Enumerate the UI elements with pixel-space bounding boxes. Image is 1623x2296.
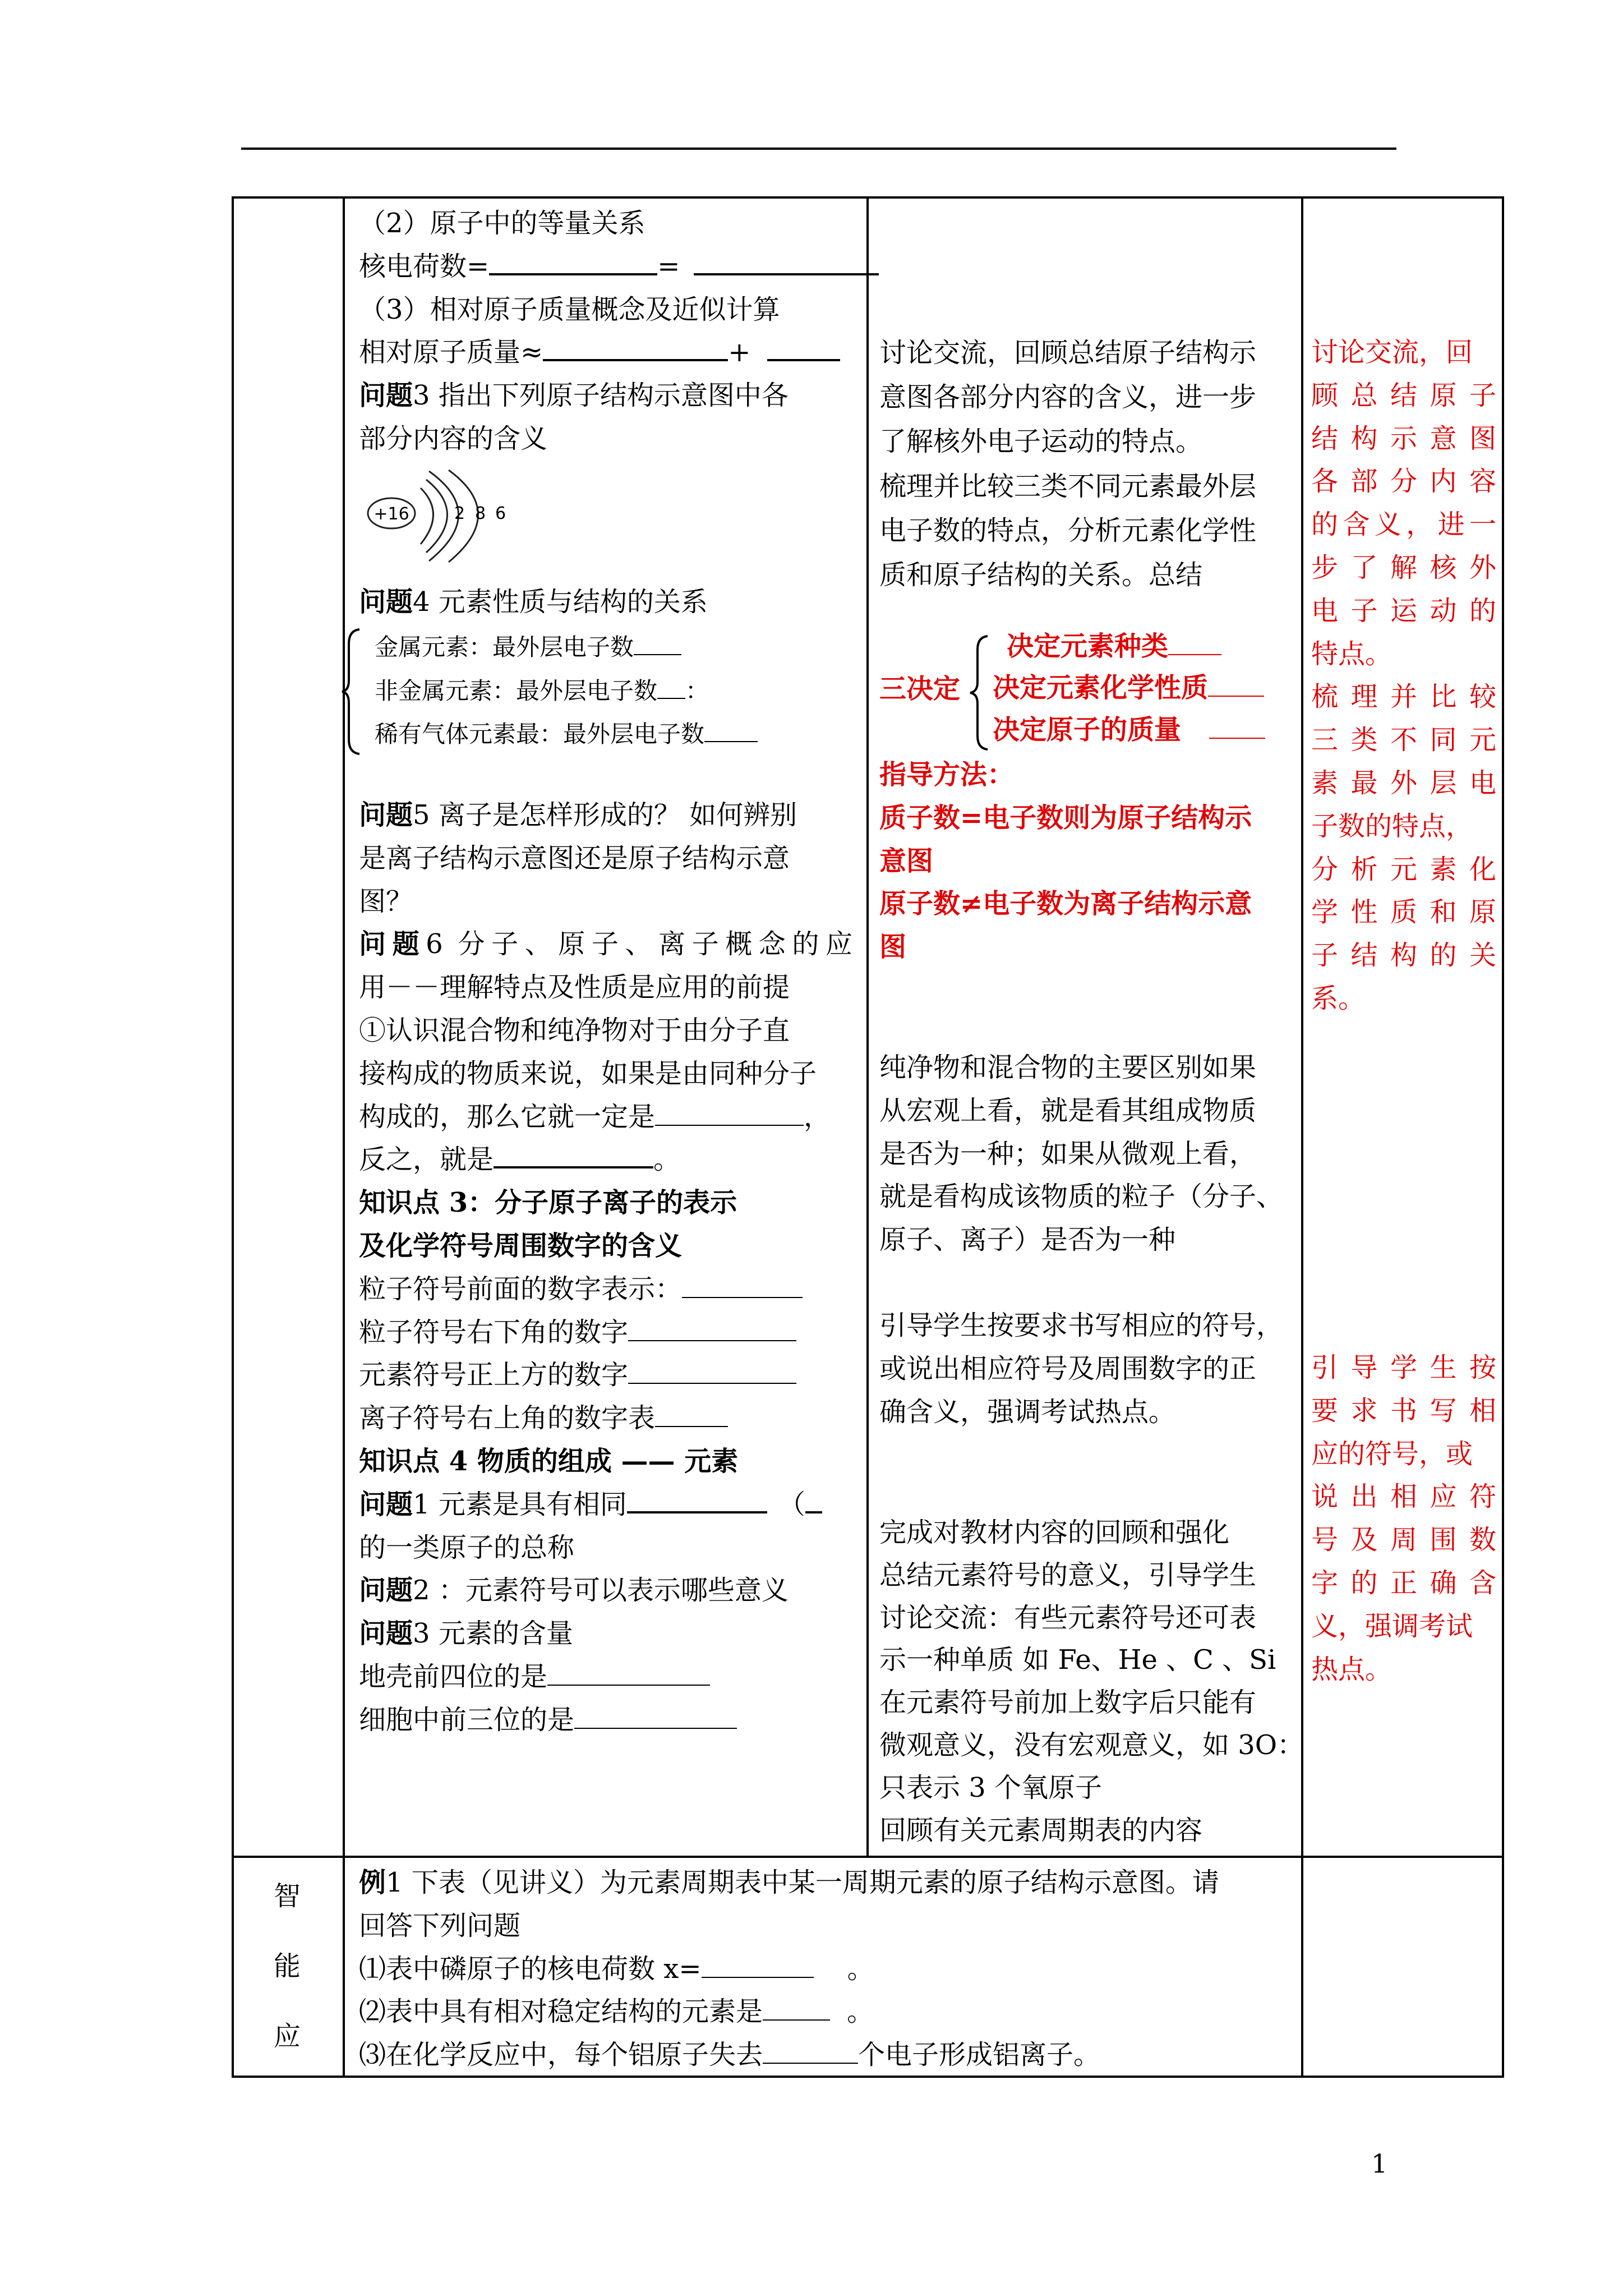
text-line: （2）原子中的等量关系 — [359, 208, 645, 239]
symbol-guidance — [879, 1304, 1300, 1433]
text-line: 回顾有关元素周期表的内容 — [879, 1814, 1203, 1846]
text-line: 就是看构成该物质的粒子（分子、 — [879, 1181, 1284, 1213]
text-line: ①认识混合物和纯净物对于由分子直 — [359, 1014, 790, 1046]
determinant-3: 决定原子的质量 — [993, 709, 1265, 751]
metal-element-line: 金属元素：最外层电子数 — [375, 625, 851, 669]
determinant-2: 决定元素化学性质 — [993, 667, 1265, 708]
text-line: 意图各部分内容的含义，进一步 — [879, 381, 1257, 413]
guide-title: 指导方法： — [879, 759, 1015, 790]
text-line: 构成的，那么它就一定是 ， — [359, 1096, 852, 1139]
content-column-q4 — [359, 581, 852, 624]
table-border-right — [1502, 196, 1504, 2076]
nonmetal-element-line: 非金属元素：最外层电子数 ： — [375, 669, 851, 713]
text-line: 纯净物和混合物的主要区别如果 — [879, 1052, 1257, 1083]
text-line: 总结元素符号的意义，引导学生 — [879, 1559, 1257, 1591]
brace-left — [340, 627, 362, 756]
text-line: 粒子符号右下角的数字 — [359, 1311, 852, 1354]
element-types — [375, 625, 851, 756]
knowledge-point-3-subtitle: 及化学符号周围数字的含义 — [359, 1230, 683, 1262]
content-column — [359, 202, 852, 461]
example-title: 例1 下表（见讲义）为元素周期表中某一周期元素的原子结构示意图。请 — [359, 1867, 1219, 1898]
noble-gas-line: 稀有气体元素最：最外层电子数 — [375, 712, 851, 756]
text-line: 完成对教材内容的回顾和强化 — [879, 1517, 1230, 1548]
example-1 — [359, 1861, 1295, 2077]
text-line: 意图 — [879, 845, 934, 877]
text-line: 在元素符号前加上数字后只能有 — [879, 1687, 1257, 1719]
text-line: 地壳前四位的是 — [359, 1655, 852, 1699]
table-border-left — [232, 196, 234, 2076]
pure-mixture-explanation — [879, 1046, 1300, 1262]
knowledge-point-4-title: 知识点 4 物质的组成 —— 元素 — [359, 1445, 739, 1477]
text-line: 元素符号正上方的数字 — [359, 1354, 852, 1397]
example-q1: ⑴表中磷原子的核电荷数 x= 。 — [359, 1948, 1295, 1991]
atom-structure-diagram — [365, 460, 533, 572]
text-line: 问题2 ：元素符号可以表示哪些意义 — [359, 1575, 789, 1607]
text-line: 讨论交流，回顾总结原子结构示 — [879, 337, 1257, 369]
table-row-divider — [232, 1856, 1504, 1858]
question-4: 问题4 元素性质与结构的关系 — [359, 586, 708, 618]
text-line: 粒子符号前面的数字表示： — [359, 1268, 852, 1311]
question-6: 问题6 分子、原子、离子概念的应 — [359, 928, 852, 960]
row2-side-label: 智 能 应 — [274, 1880, 301, 2052]
text-line: （3）相对原子质量概念及近似计算 — [359, 293, 780, 325]
atom-nucleus-label: +16 — [374, 504, 409, 524]
text-line: 接构成的物质来说，如果是由同种分子 — [359, 1057, 817, 1089]
text-line: 图 — [879, 931, 907, 963]
text-line: 或说出相应符号及周围数字的正 — [879, 1352, 1257, 1384]
text-line: 回答下列问题 — [359, 1910, 521, 1941]
brace-three-determinants — [967, 634, 990, 752]
design-intent-column-2: 引导学生按 要求书写相 应的符号，或 说出相应符 号及周围数 字的正确含 义，强调考试 热点。 — [1311, 1352, 1496, 1685]
text-line: 原子、离子）是否为一种 — [879, 1224, 1176, 1256]
text-line: 问题1 元素是具有相同 （ — [359, 1483, 852, 1526]
question-5: 问题5 离子是怎样形成的？ 如何辨别 — [359, 799, 797, 831]
question-3: 问题3 指出下列原子结构示意图中各 — [359, 380, 789, 412]
table-column-divider-2 — [866, 196, 869, 1857]
text-line: 反之，就是 。 — [359, 1138, 852, 1181]
content-column-lower — [359, 794, 852, 1742]
header-rule — [241, 148, 1396, 150]
determinant-1: 决定元素种类 — [1007, 625, 1265, 667]
text-line: 原子数≠电子数为离子结构示意 — [879, 888, 1252, 920]
text-line: 是离子结构示意图还是原子结构示意 — [359, 842, 790, 874]
text-line: 部分内容的含义 — [359, 422, 548, 454]
text-line: 用－－理解特点及性质是应用的前提 — [359, 972, 790, 1004]
text-line: 的一类原子的总称 — [359, 1531, 575, 1563]
text-line: 从宏观上看，就是看其组成物质 — [879, 1094, 1257, 1126]
three-determinants — [993, 625, 1265, 751]
electron-shell-3: 6 — [495, 504, 506, 523]
text-line: 确含义，强调考试热点。 — [879, 1396, 1176, 1428]
three-determinants-label: 三决定 — [879, 673, 961, 705]
text-line: 只表示 3 个氧原子 — [879, 1772, 1103, 1803]
guide-method — [879, 753, 1300, 969]
text-line: 梳理并比较三类不同元素最外层 — [879, 470, 1257, 502]
electron-shell-2: 8 — [475, 504, 486, 523]
text-line: 微观意义，没有宏观意义，如 3O： — [879, 1729, 1304, 1761]
text-line: 质和原子结构的关系。总结 — [879, 559, 1203, 591]
table-column-divider-1 — [343, 196, 345, 2076]
text-line: 示一种单质 如 Fe、He 、C 、Si — [879, 1644, 1276, 1676]
text-line: 图？ — [359, 885, 413, 917]
text-line: 引导学生按要求书写相应的符号， — [879, 1310, 1284, 1341]
text-line: 讨论交流：有些元素符号还可表 — [879, 1602, 1257, 1634]
element-summary — [879, 1512, 1304, 1852]
activity-column — [879, 331, 1300, 597]
electron-shell-1: 2 — [454, 504, 465, 523]
text-line: 相对原子质量≈ + — [359, 331, 852, 374]
text-line: 了解核外电子运动的特点。 — [879, 426, 1203, 458]
page-number: 1 — [1371, 2148, 1388, 2179]
example-q2: ⑵表中具有相对稳定结构的元素是 。 — [359, 1990, 1295, 2033]
example-q3: ⑶在化学反应中，每个铝原子失去 个电子形成铝离子。 — [359, 2033, 1295, 2077]
text-line: 核电荷数= = — [359, 245, 852, 288]
text-line: 细胞中前三位的是 — [359, 1699, 852, 1742]
knowledge-point-3-title: 知识点 3：分子原子离子的表示 — [359, 1187, 737, 1219]
design-intent-column: 讨论交流，回 顾总结原子 结构示意图 各部分内容 的含义，进一 步了解核外 电子运动的 特点。 梳理并比较 三类不同元 素最外层电 子数的特点， 分析元素化 学性质和原 子结构的关 系。 — [1311, 337, 1496, 1014]
text-line: 离子符号右上角的数字表 — [359, 1397, 852, 1440]
table-border-top — [232, 196, 1504, 199]
text-line: 问题3 元素的含量 — [359, 1618, 573, 1650]
table-column-divider-3 — [1301, 196, 1303, 2076]
text-line: 质子数=电子数则为原子结构示 — [879, 802, 1252, 834]
text-line: 是否为一种；如果从微观上看， — [879, 1138, 1257, 1170]
text-line: 电子数的特点，分析元素化学性 — [879, 514, 1257, 546]
